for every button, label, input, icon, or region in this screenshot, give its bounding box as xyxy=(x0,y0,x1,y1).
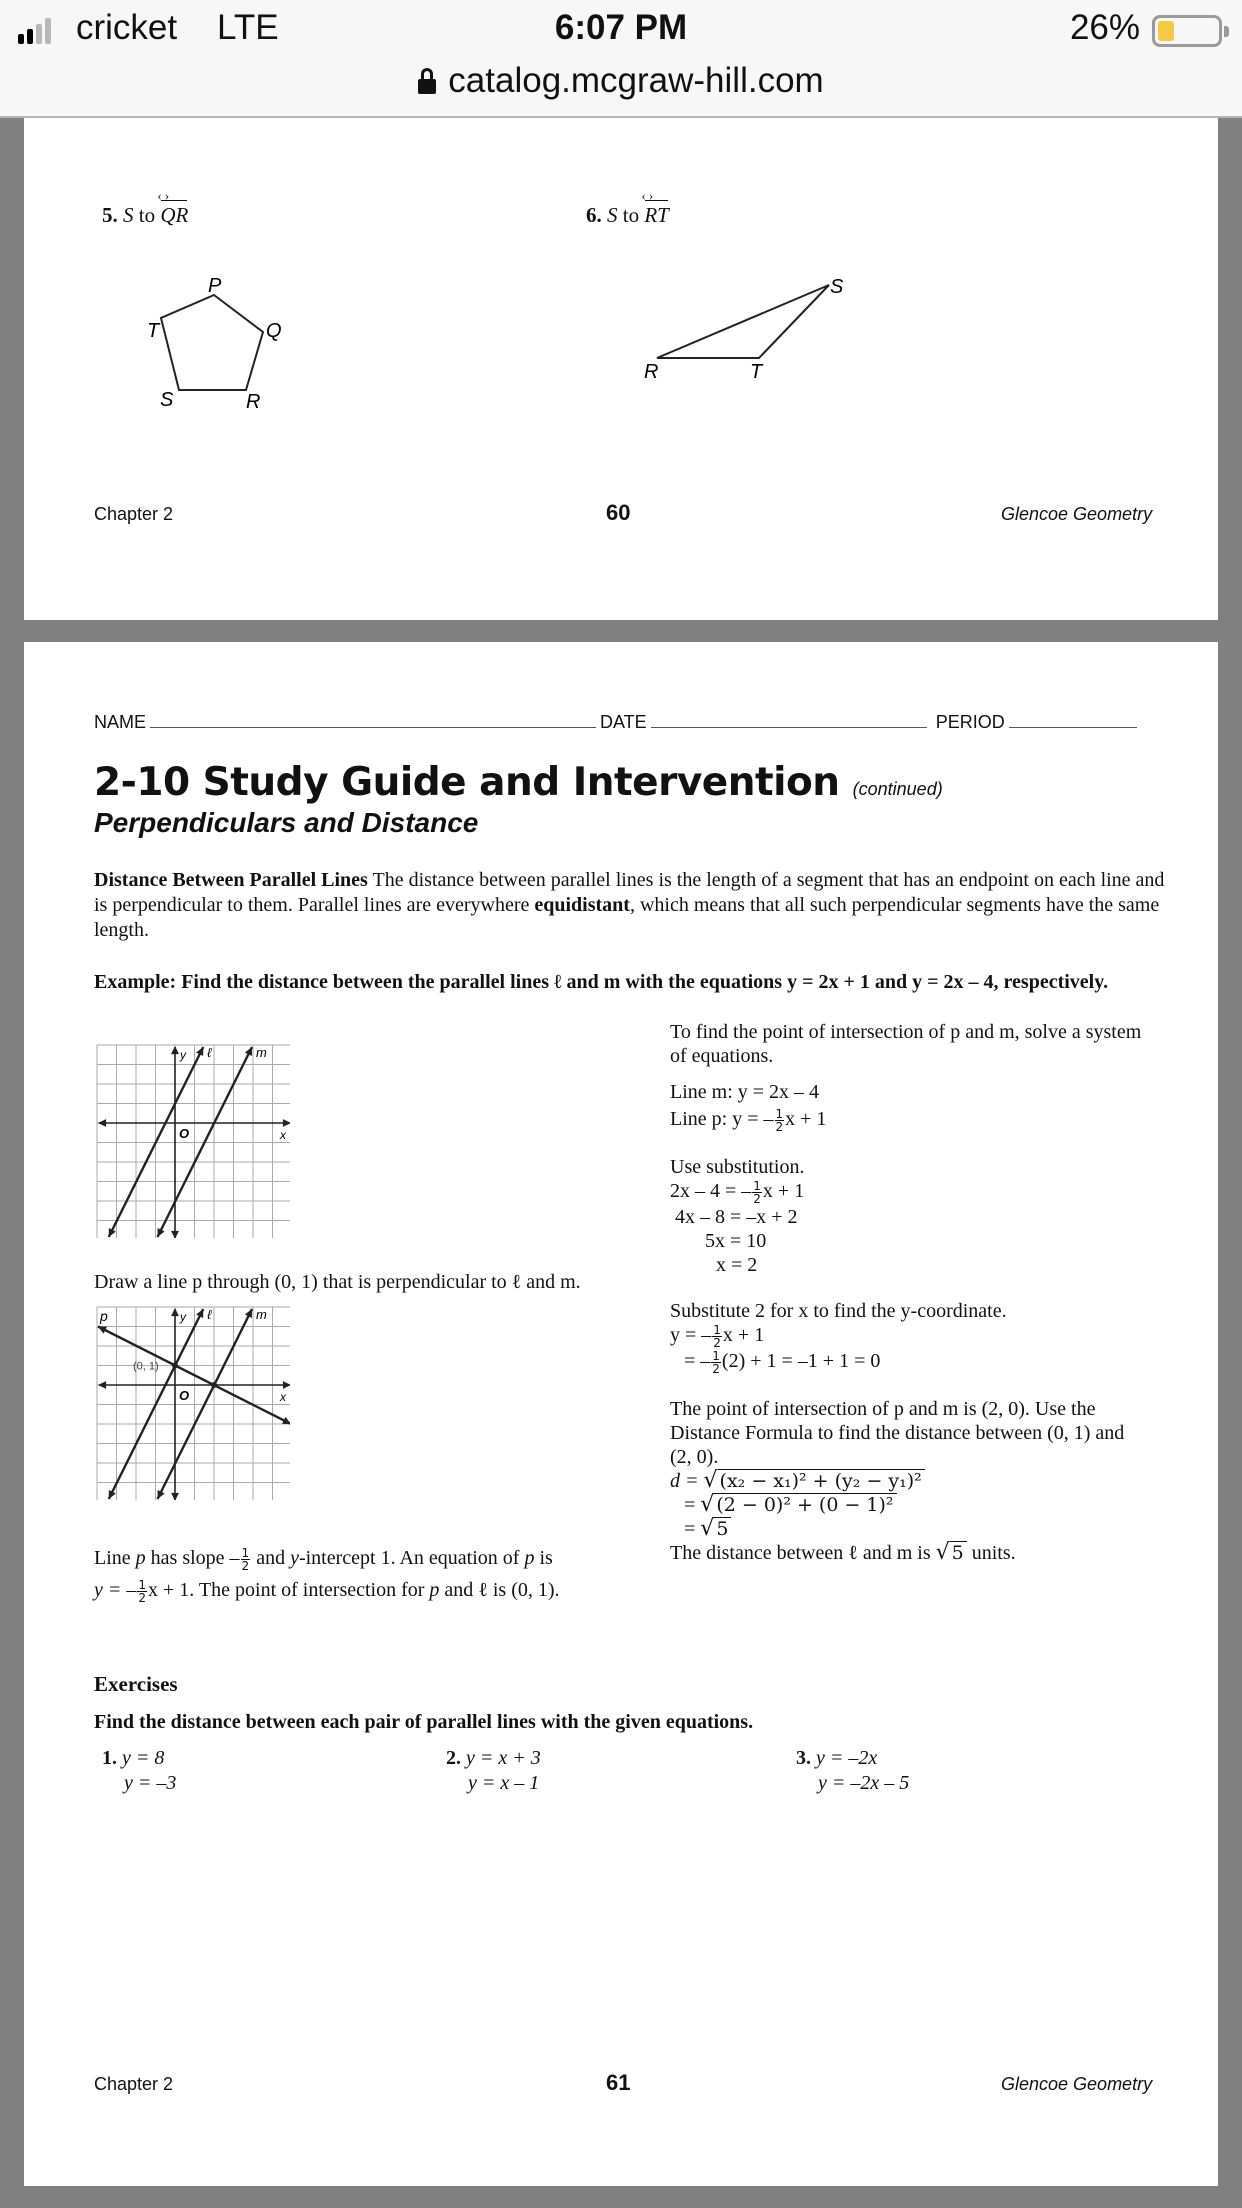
y-equation-1: y = – $\frac{1}{2}$ x + 1 xyxy=(670,1322,765,1350)
exercise-2: 2. y = x + 3 y = x – 1 xyxy=(446,1747,541,1794)
origin-label: O xyxy=(179,1388,190,1403)
x-axis-arrow xyxy=(98,1119,106,1127)
period-label: PERIOD xyxy=(935,712,1005,732)
y-axis-arrow xyxy=(171,1231,179,1238)
step-1: 2x – 4 = – $\frac{1}{2}$ x + 1 xyxy=(670,1178,805,1206)
footer-page-number: 61 xyxy=(606,2070,631,2095)
vertex-label-p: P xyxy=(208,275,222,297)
network-type: LTE xyxy=(217,8,279,47)
url-bar[interactable] xyxy=(0,58,1242,104)
line-p-equation: Line p: y = – $\frac{1}{2}$ x + 1 xyxy=(670,1106,827,1134)
intersection-point-0-1 xyxy=(172,1363,178,1369)
exercises-instruction: Find the distance between each pair of parallel lines with the given equations. xyxy=(94,1711,754,1733)
exercise-3: 3. y = –2x y = –2x – 5 xyxy=(796,1747,910,1794)
name-blank xyxy=(150,712,596,728)
exercises-heading: Exercises xyxy=(94,1672,178,1696)
vertex-label-r: R xyxy=(246,391,261,413)
y-axis-label: y xyxy=(180,1310,186,1324)
line-m-label: m xyxy=(256,1045,267,1060)
ray-qr: QR ‹ › xyxy=(160,203,188,228)
y-axis-arrow xyxy=(171,1308,179,1316)
clock: 6:07 PM xyxy=(554,8,688,47)
distance-substituted: = √ (2 − 0)² + (0 − 1)² xyxy=(670,1493,1150,1517)
origin-label: O xyxy=(179,1126,190,1141)
lock-icon xyxy=(418,68,436,94)
status-bar xyxy=(0,0,1242,60)
line-l-label: ℓ xyxy=(207,1045,212,1060)
footer-chapter: Chapter 2 xyxy=(94,504,174,524)
line-m-label: m xyxy=(256,1307,267,1322)
slope-explanation: Line p has slope – $\frac{1}{2}$ and y-intercept 1. An equation of p is y = – $\frac{1}{2}$ x + 1. The point of intersection for p and ℓ is (0, 1). xyxy=(94,1545,560,1605)
y-axis-label: y xyxy=(180,1048,186,1062)
x-axis-arrow xyxy=(98,1381,106,1389)
line-l-label: ℓ xyxy=(207,1307,212,1322)
point-label: (0, 1) xyxy=(133,1360,159,1373)
use-substitution: Use substitution. xyxy=(670,1155,805,1178)
y-equation-2: = – $\frac{1}{2}$ (2) + 1 = –1 + 1 = 0 xyxy=(684,1348,881,1376)
footer-chapter: Chapter 2 xyxy=(94,2074,174,2094)
pentagon-figure xyxy=(114,265,314,415)
solution-intro: To find the point of intersection of p and m, solve a system of equations. xyxy=(670,1021,1142,1067)
triangle-figure xyxy=(614,265,874,385)
vertex-label-s: S xyxy=(160,389,174,411)
name-date-period-header xyxy=(94,712,1174,733)
url-text[interactable]: catalog.mcgraw-hill.com xyxy=(448,61,824,100)
graph-parallel-lines xyxy=(94,1042,290,1238)
x-axis-arrow xyxy=(283,1381,290,1389)
battery-icon xyxy=(1152,15,1222,47)
line-p-label: p xyxy=(100,1308,108,1324)
x-axis-arrow xyxy=(283,1119,290,1127)
x-axis-label: x xyxy=(280,1390,286,1404)
exercise-1: 1. y = 8 y = –3 xyxy=(102,1747,177,1794)
battery-percent: 26% xyxy=(1069,8,1140,47)
substitute-instruction: Substitute 2 for x to find the y-coordinate. xyxy=(670,1299,1007,1322)
pentagon-pqrst xyxy=(161,295,263,390)
page-title: 2-10 Study Guide and Intervention (continued) xyxy=(94,760,943,805)
y-axis-arrow xyxy=(171,1493,179,1500)
browser-chrome xyxy=(0,0,1242,118)
ray-rt: RT ‹ › xyxy=(644,203,669,228)
intersection-conclusion: The point of intersection of p and m is (2, 0). Use the Distance Formula to find the distance between (0, 1) and (2, 0). xyxy=(670,1397,1125,1468)
intro-paragraph: Distance Between Parallel Lines The distance between parallel lines is the length of a segment that has an endpoint on each line and is perpendicular to them. Parallel lines are everywhere equidistant, which means that all such perpendicular segments have the same length. xyxy=(94,869,1165,941)
date-label: DATE xyxy=(600,712,647,732)
vertex-label-q: Q xyxy=(266,320,282,342)
continued-label: (continued) xyxy=(852,779,943,799)
date-blank xyxy=(651,712,927,728)
y-axis-arrow xyxy=(171,1046,179,1054)
page-61 xyxy=(24,642,1218,2186)
carrier-name: cricket xyxy=(76,8,178,47)
draw-instruction: Draw a line p through (0, 1) that is perpendicular to ℓ and m. xyxy=(94,1271,581,1293)
period-blank xyxy=(1009,712,1137,728)
footer-book-title: Glencoe Geometry xyxy=(1001,2074,1153,2094)
final-answer: The distance between ℓ and m is √ 5 units. xyxy=(670,1539,1016,1565)
problem-5-label: 5. S to QR ‹ › xyxy=(102,203,188,228)
step-3: 5x = 10 xyxy=(705,1229,767,1252)
footer-book-title: Glencoe Geometry xyxy=(1001,504,1153,524)
step-4: x = 2 xyxy=(716,1253,758,1276)
footer-page-number: 60 xyxy=(606,500,631,525)
distance-formula: d = √ (x₂ − x₁)² + (y₂ − y₁)² xyxy=(670,1469,1150,1493)
triangle-rts xyxy=(657,285,829,358)
intersection-point-2-0 xyxy=(211,1382,217,1388)
line-m-equation: Line m: y = 2x – 4 xyxy=(670,1081,820,1103)
graph-perpendicular-line xyxy=(94,1304,290,1500)
vertex-label-r: R xyxy=(644,361,659,383)
problem-6-label: 6. S to RT ‹ › xyxy=(586,203,669,228)
name-label: NAME xyxy=(94,712,147,732)
example-statement: Example: Find the distance between the parallel lines ℓ and m with the equations y = 2x + 1 and y = 2x – 4, respectively. xyxy=(94,971,1109,993)
vertex-label-t: T xyxy=(147,320,160,342)
vertex-label-t: T xyxy=(750,361,763,383)
page-subtitle: Perpendiculars and Distance xyxy=(94,807,479,838)
step-2: 4x – 8 = –x + 2 xyxy=(675,1205,798,1228)
x-axis-label: x xyxy=(280,1128,286,1142)
vertex-label-s: S xyxy=(830,276,844,298)
distance-result: = √ 5 xyxy=(670,1517,1150,1541)
solution-column xyxy=(670,1020,1150,1565)
